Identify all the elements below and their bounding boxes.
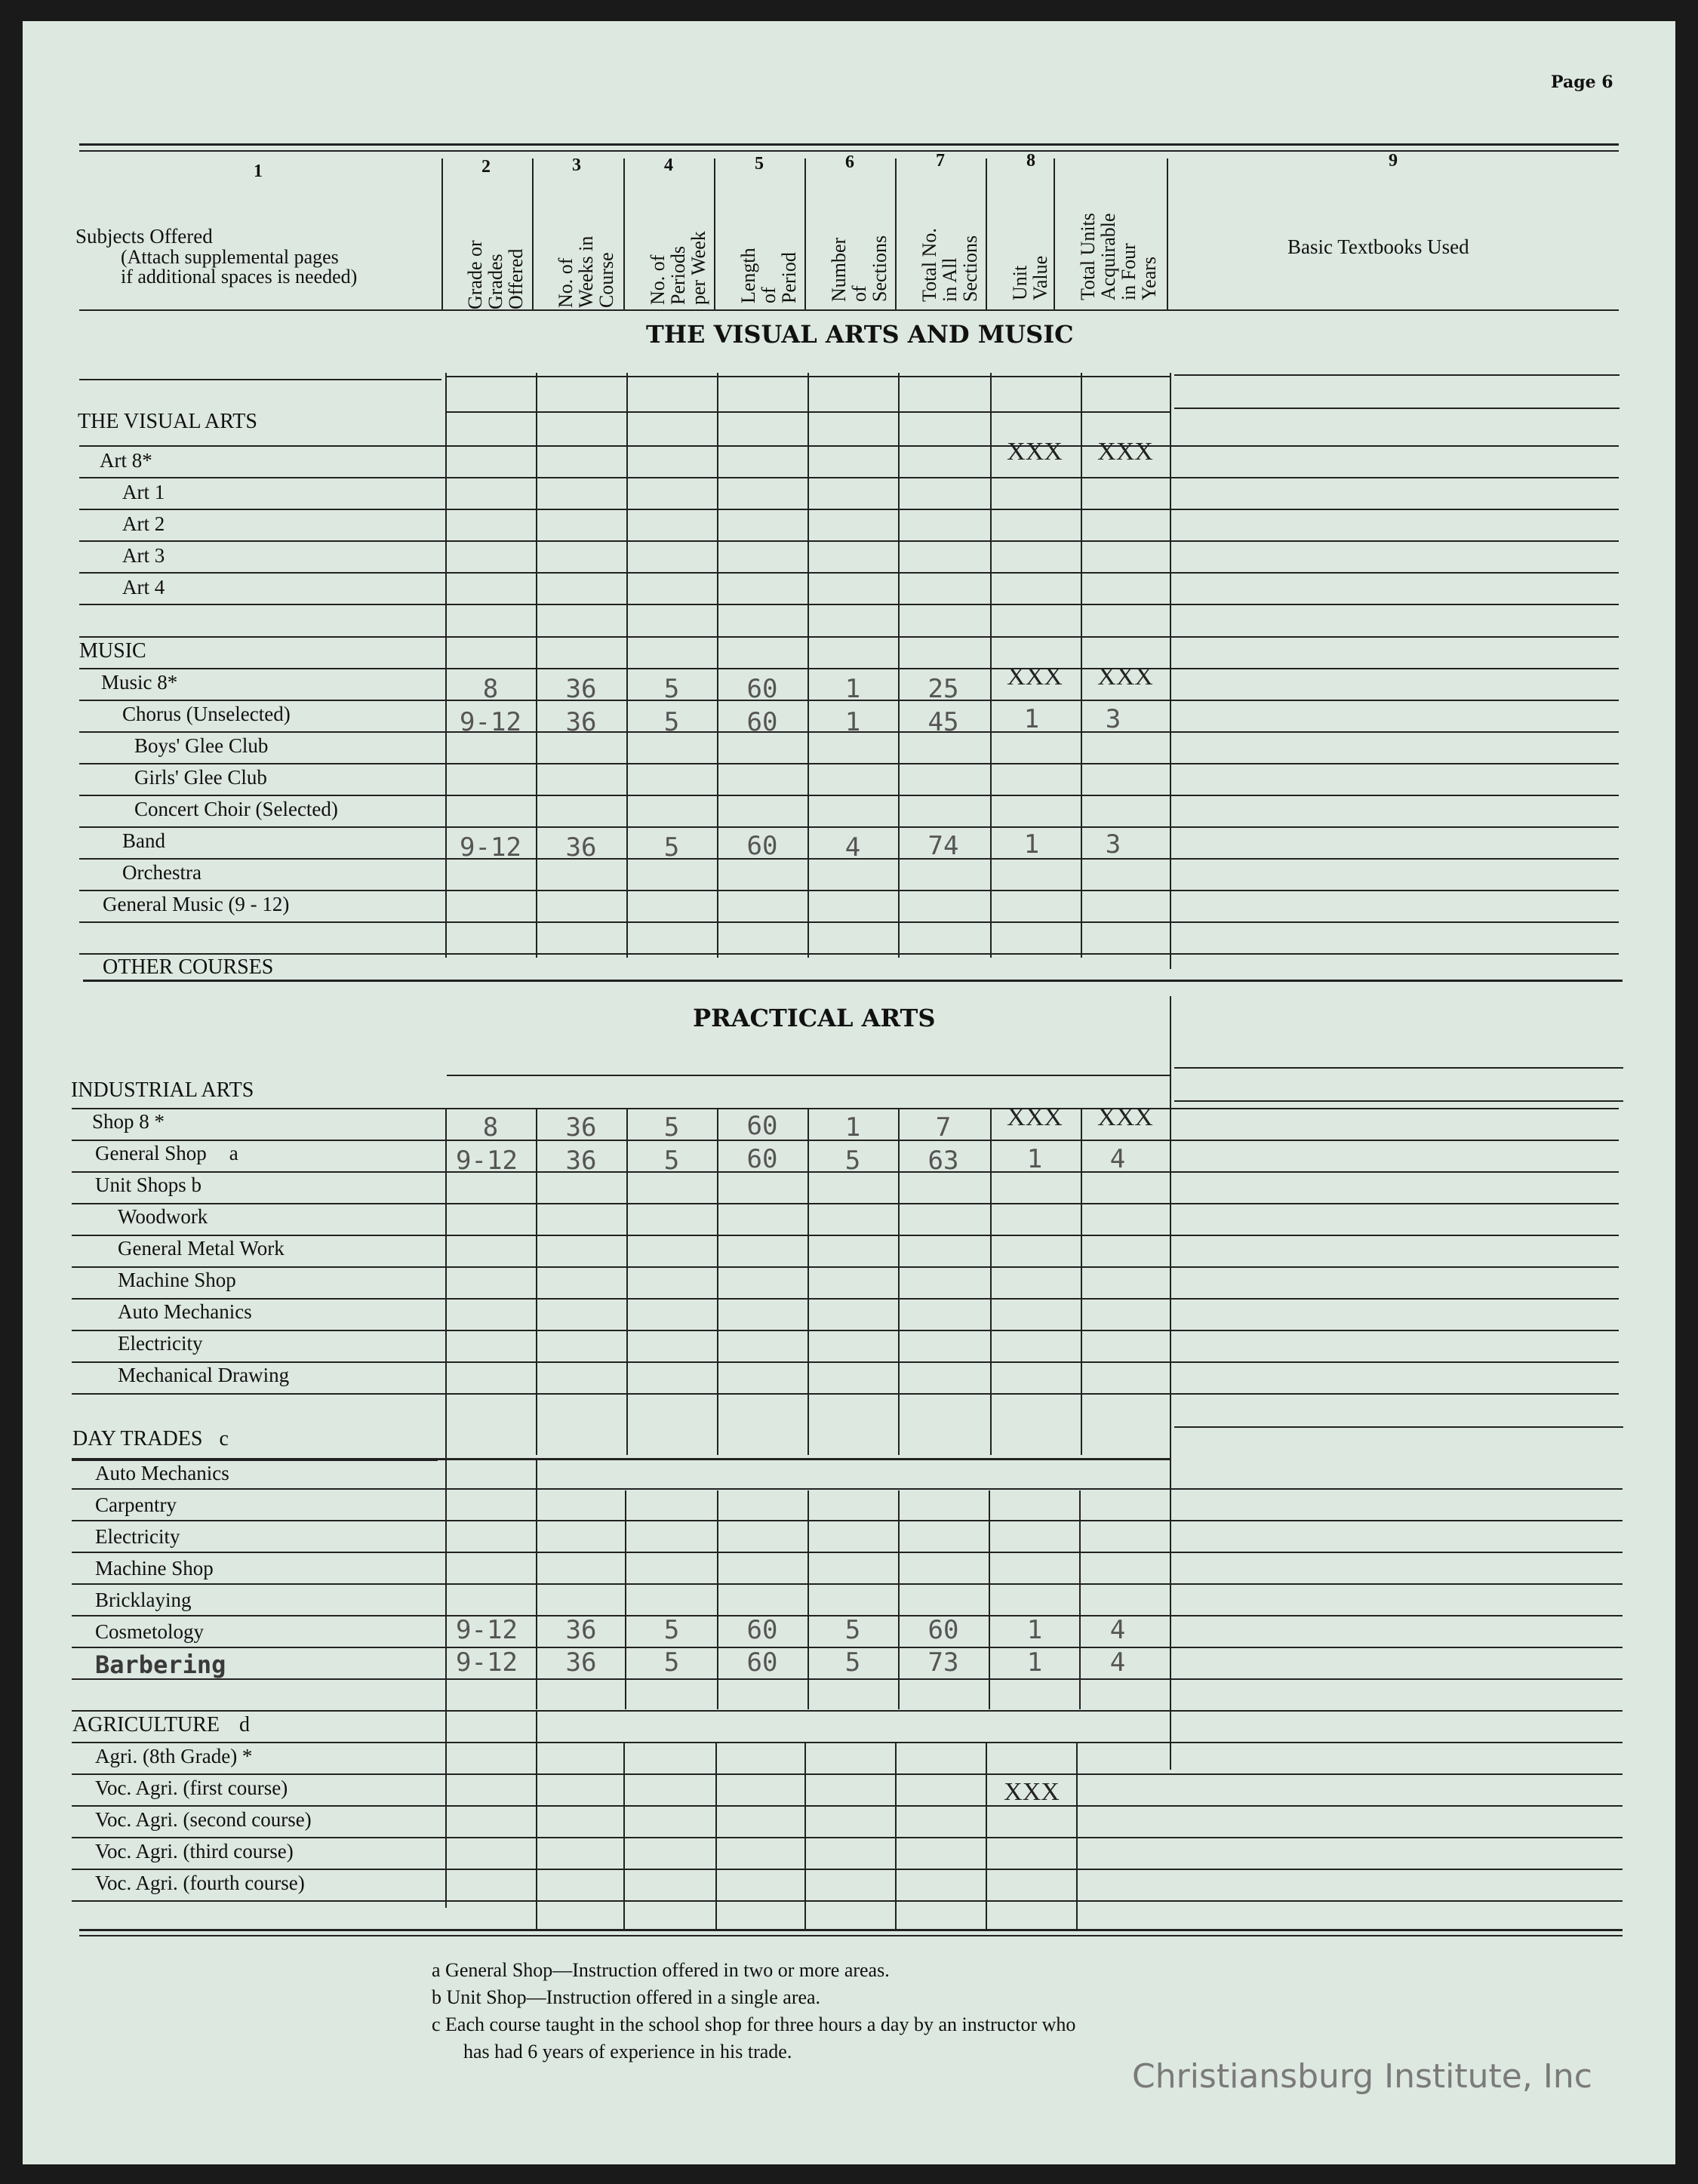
col-6-header: Number of Sections [828,235,891,302]
rule [1174,1426,1623,1428]
section-music: MUSIC [79,639,146,663]
rule [72,1678,1623,1680]
rule [79,826,1619,828]
row-dt-cosmetology: Cosmetology [95,1620,205,1643]
page-number: Page 6 [1551,72,1613,92]
typed-cell: 8 [482,674,499,704]
rule [72,1108,1619,1109]
typed-cell: 1 [1023,829,1040,860]
rule [72,1520,1623,1521]
row-band: Band [122,829,165,852]
typed-cell: 36 [565,1146,597,1176]
footnote-b: b Unit Shop—Instruction offered in a single area. [432,1986,821,2008]
typed-cell: 8 [482,1112,499,1143]
typed-cell: 1 [844,674,861,704]
rule [72,1393,1619,1395]
row-dt-auto-mechanics: Auto Mechanics [95,1462,229,1484]
xxx-mark: XXX [1097,1103,1153,1131]
rule [537,1458,1171,1460]
xxx-mark: XXX [1097,663,1153,691]
row-dt-barbering: Barbering [95,1650,226,1679]
row-general-metal-work: General Metal Work [118,1237,285,1260]
rule [79,540,1619,542]
section-agriculture [72,1713,250,1737]
row-dt-machine-shop: Machine Shop [95,1557,214,1580]
typed-cell: 63 [927,1146,959,1176]
row-dt-bricklaying: Bricklaying [95,1589,192,1611]
section-title-visual-music: THE VISUAL ARTS AND MUSIC [646,320,1074,349]
hdr-sep [1054,158,1055,309]
rule [447,376,1171,377]
row-unit-shops: Unit Shops b [95,1174,202,1196]
footnote-ref-c: c [219,1427,229,1450]
col-8-header: Unit Value [1009,255,1051,300]
typed-cell: 9-12 [456,1647,518,1678]
typed-cell: 74 [927,831,959,861]
rule [1174,374,1620,376]
typed-cell: 1 [1026,1615,1043,1645]
col-line [898,373,900,958]
rule [72,1900,1623,1902]
hdr-sep [804,158,806,309]
rule [79,795,1619,796]
typed-cell: 5 [844,1615,861,1645]
rule [79,379,441,380]
xxx-mark: XXX [1004,1778,1060,1806]
rule [79,477,1619,478]
col-line [445,1108,447,1908]
col-line [717,1108,718,1455]
section-day-trades-label: DAY TRADES [72,1427,203,1450]
row-woodwork: Woodwork [118,1205,208,1228]
rule [72,1488,1623,1490]
col-5-number: 5 [755,154,764,174]
footnote-c-cont: has had 6 years of experience in his trade. [463,2041,792,2062]
col-line [989,1490,990,1709]
typed-cell: 1 [1023,704,1040,734]
col-9-number: 9 [1389,151,1398,171]
rule [79,636,1619,638]
rule [72,1742,1623,1743]
typed-cell: 60 [927,1615,959,1645]
typed-cell: 36 [565,1647,597,1678]
hdr-sep [986,158,987,309]
row-shop8: Shop 8 * [92,1110,165,1133]
row-girls-glee: Girls' Glee Club [134,766,267,789]
col-5-header: Length of Period [737,248,800,303]
subjects-offered-header: Subjects Offered [75,225,213,248]
col-line [807,373,809,958]
section-agriculture-label: AGRICULTURE [72,1713,220,1736]
rule [72,1460,438,1461]
typed-cell: 5 [663,1146,680,1176]
typed-cell: 36 [565,832,597,863]
typed-cell: 1 [1026,1144,1043,1174]
typed-cell: 60 [746,1647,778,1678]
xxx-mark: XXX [1007,663,1063,691]
xxx-mark: XXX [1007,438,1063,466]
col-2-number: 2 [481,157,491,177]
rule [79,763,1619,764]
rule [79,604,1619,605]
subjects-offered-note-2: if additional spaces is needed) [121,266,358,288]
row-art3: Art 3 [122,544,165,567]
col-4-number: 4 [664,155,673,175]
row-electricity: Electricity [118,1332,203,1355]
footnote-ref-a: a [229,1142,238,1164]
typed-cell: 3 [1105,829,1121,860]
rule [72,1266,1619,1268]
rule [79,668,1619,669]
typed-cell: 1 [844,707,861,737]
row-boys-glee: Boys' Glee Club [134,734,269,757]
typed-cell: 60 [746,831,778,861]
col-line [626,373,628,958]
rule [72,1837,1623,1838]
row-voc-agri-1: Voc. Agri. (first course) [95,1776,288,1799]
col-3-header: No. of Weeks in Course [555,235,617,308]
typed-cell: 5 [844,1146,861,1176]
row-voc-agri-2: Voc. Agri. (second course) [95,1808,312,1831]
hdr-sep [532,158,534,309]
footnote-a: a General Shop—Instruction offered in two or more areas. [432,1959,890,1981]
hdr-sep [895,158,897,309]
typed-cell: 4 [1109,1615,1126,1645]
rule [79,890,1619,891]
typed-cell: 5 [663,832,680,863]
typed-cell: 25 [927,674,959,704]
col-line [445,373,447,958]
row-art8: Art 8* [100,449,152,472]
col-2-header: Grade or Grades Offered [464,240,527,309]
row-general-music: General Music (9 - 12) [103,893,290,915]
col-line [807,1108,809,1455]
col-line [990,373,992,958]
col-4-header: No. of Periods per Week [647,231,709,305]
row-auto-mechanics: Auto Mechanics [118,1300,252,1323]
row-art4: Art 4 [122,576,165,598]
col-line [536,1712,537,1929]
col-6-number: 6 [845,152,854,172]
rule [72,1583,1623,1585]
col-line [898,1490,900,1709]
col-line [536,373,537,958]
typed-cell: 9-12 [456,1615,518,1645]
section-industrial-arts: INDUSTRIAL ARTS [71,1078,254,1102]
row-chorus: Chorus (Unselected) [122,703,291,725]
bottom-rule-2 [79,1935,1623,1936]
col-line [536,1108,537,1455]
section-day-trades [72,1427,229,1451]
typed-cell: 45 [927,707,959,737]
xxx-mark: XXX [1097,438,1153,466]
rule [72,1773,1623,1775]
row-machine-shop: Machine Shop [118,1269,236,1291]
col-7-header: Total No. in All Sections [918,228,981,302]
typed-cell: 4 [844,832,861,863]
rule [1174,1100,1623,1102]
col-line [536,1460,537,1709]
subjects-offered-note-1: (Attach supplemental pages [121,246,339,268]
row-music8: Music 8* [101,671,178,694]
typed-cell: 36 [565,1615,597,1645]
typed-cell: 1 [844,1112,861,1143]
typed-cell: 5 [663,1615,680,1645]
col-line [1081,373,1082,958]
rule [79,921,1619,923]
rule [79,953,1619,955]
hdr-sep [623,158,625,309]
hdr-sep [714,158,715,309]
rule [72,1330,1619,1331]
typed-cell: 5 [663,1647,680,1678]
col-line [1170,996,1171,1770]
rule [72,1805,1623,1807]
row-voc-agri-4: Voc. Agri. (fourth course) [95,1872,305,1894]
col-line [717,1490,718,1709]
typed-cell: 4 [1109,1144,1126,1174]
footnote-ref-d: d [238,1713,250,1736]
row-dt-electricity: Electricity [95,1525,180,1548]
typed-cell: 3 [1105,704,1121,734]
col-3-number: 3 [572,155,581,175]
col-8b-header: Total Units Acquirable in Four Years [1077,213,1160,300]
typed-cell: 60 [746,707,778,737]
top-rule [79,143,1619,146]
rule [72,1235,1619,1236]
row-general-shop [95,1142,238,1165]
rule [72,1552,1623,1553]
col-8-number: 8 [1026,151,1035,171]
typed-cell: 73 [927,1647,959,1678]
rule [79,572,1619,574]
col-9-header: Basic Textbooks Used [1287,235,1469,258]
header-bottom-rule [79,309,1619,311]
section-visual-arts: THE VISUAL ARTS [78,410,257,433]
row-mechanical-drawing: Mechanical Drawing [118,1364,290,1386]
typed-cell: 5 [663,1112,680,1143]
rule [1174,408,1620,409]
bottom-rule [79,1929,1623,1931]
rule [72,1361,1619,1363]
col-line [1170,373,1171,969]
row-voc-agri-3: Voc. Agri. (third course) [95,1840,294,1863]
col-7-number: 7 [936,151,945,171]
typed-cell: 9-12 [456,1146,518,1176]
rule [72,1710,1623,1712]
col-line [807,1490,809,1709]
col-line [990,1108,992,1455]
hdr-sep [441,158,443,309]
row-concert-choir: Concert Choir (Selected) [134,798,338,820]
rule [447,411,1171,413]
typed-cell: 60 [746,1111,778,1141]
col-line [626,1108,628,1455]
rule [72,1203,1619,1204]
typed-cell: 4 [1109,1647,1126,1678]
typed-cell: 60 [746,674,778,704]
rule [72,1869,1623,1870]
footnote-c: c Each course taught in the school shop for three hours a day by an instructor who [432,2013,1076,2035]
row-general-shop-label: General Shop [95,1142,207,1164]
rule [72,1298,1619,1300]
row-art1: Art 1 [122,481,165,503]
watermark: Christiansburg Institute, Inc [1132,2057,1592,2096]
col-line [625,1490,626,1709]
typed-cell: 36 [565,707,597,737]
typed-cell: 5 [663,674,680,704]
typed-cell: 36 [565,674,597,704]
col-line [717,373,718,958]
top-rule-2 [79,150,1619,152]
row-orchestra: Orchestra [122,861,201,884]
typed-cell: 36 [565,1112,597,1143]
col-line [898,1108,900,1455]
typed-cell: 1 [1026,1647,1043,1678]
typed-cell: 7 [935,1112,952,1143]
typed-cell: 9-12 [460,707,521,737]
typed-cell: 5 [663,707,680,737]
row-dt-carpentry: Carpentry [95,1493,177,1516]
rule [1174,1067,1623,1069]
section-other-courses: OTHER COURSES [103,955,274,979]
row-art2: Art 2 [122,512,165,535]
typed-cell: 5 [844,1647,861,1678]
rule [79,509,1619,510]
hdr-sep [1167,158,1168,309]
typed-cell: 60 [746,1144,778,1174]
rule [447,1075,1171,1076]
rule [83,980,1623,982]
typed-cell: 60 [746,1615,778,1645]
typed-cell: 9-12 [460,832,521,863]
rule [79,445,1619,447]
section-title-practical-arts: PRACTICAL ARTS [693,1004,936,1032]
col-1-number: 1 [254,161,263,181]
xxx-mark: XXX [1007,1103,1063,1131]
row-agri-8th: Agri. (8th Grade) * [95,1745,253,1767]
